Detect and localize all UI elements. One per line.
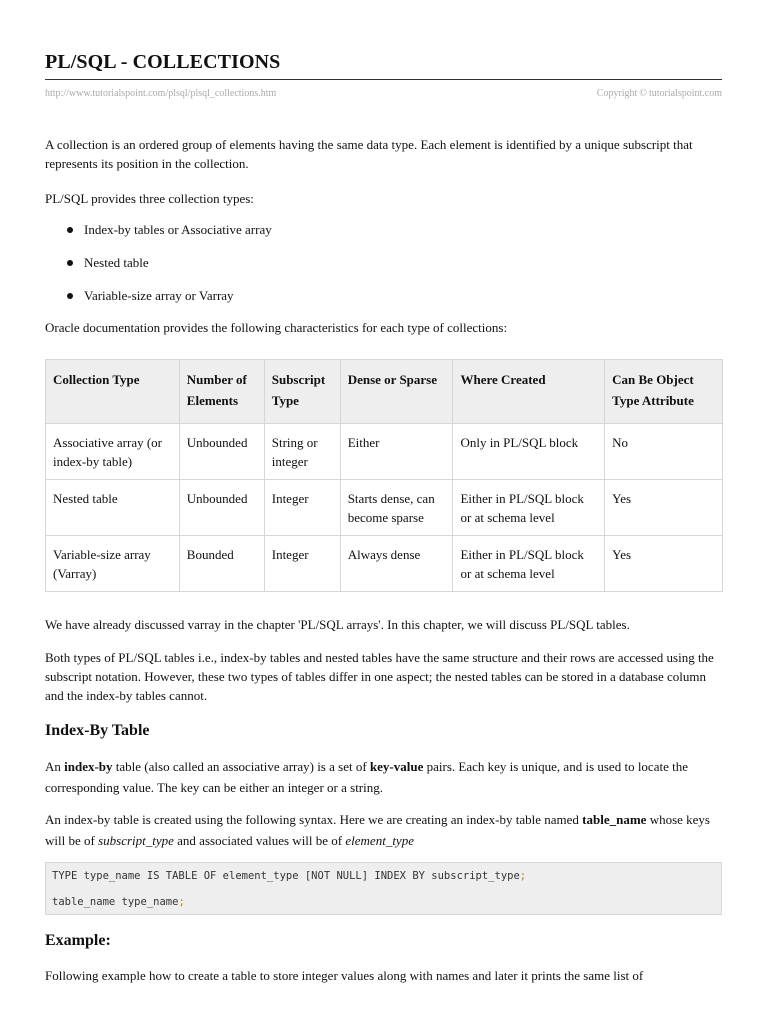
plsql-tables-paragraph: Both types of PL/SQL tables i.e., index-by tables and nested tables have the same structure and their rows are accessed using the subscript notation. However, these two types of tables differ in one aspect; the nested tables can be stored in a database column and the index-by tables cannot. [45, 650, 714, 703]
table-cell: Starts dense, can become sparse [340, 480, 453, 536]
bullet-icon [67, 293, 73, 299]
code-line [52, 869, 715, 883]
index-by-paragraph [45, 756, 722, 798]
text-run: and associated values will be of [173, 833, 346, 848]
table-header-row [46, 360, 723, 424]
table-cell: Integer [264, 536, 340, 592]
table-cell: Bounded [179, 536, 264, 592]
article-body [45, 135, 722, 985]
table-cell: Yes [605, 536, 723, 592]
table-row [46, 536, 723, 592]
types-intro-paragraph: PL/SQL provides three collection types: [45, 191, 254, 206]
column-header: Collection Type [46, 360, 180, 424]
list-item-text: Variable-size array or Varray [84, 288, 234, 303]
table-cell: Either in PL/SQL block or at schema level [453, 536, 605, 592]
bold-term: index-by [64, 759, 113, 774]
bullet-icon [67, 227, 73, 233]
copyright-label: Copyright [596, 88, 638, 99]
example-heading: Example: [45, 932, 111, 949]
table-cell: String or integer [264, 424, 340, 480]
table-cell: Either [340, 424, 453, 480]
table-cell: Associative array (or index-by table) [46, 424, 180, 480]
italic-term: element_type [345, 833, 414, 848]
table-cell: Yes [605, 480, 723, 536]
collection-types-list [45, 220, 722, 319]
table-cell: No [605, 424, 723, 480]
bullet-icon [67, 260, 73, 266]
intro-paragraph: A collection is an ordered group of elements having the same data type. Each element is identified by a unique subscript that represents its position in the collection. [45, 137, 693, 171]
text-run: An index-by table is created using the following syntax. Here we are creating an index-by table named [45, 812, 583, 827]
text-run: An [45, 759, 65, 774]
index-by-heading: Index-By Table [45, 722, 150, 739]
code-text: TYPE type_name IS TABLE OF element_type [NOT NULL] INDEX BY subscript_type [52, 870, 520, 882]
title-divider [45, 79, 722, 80]
list-item-text: Nested table [84, 255, 149, 270]
code-semicolon: ; [178, 896, 185, 908]
bold-term: key-value [369, 759, 424, 774]
column-header: Where Created [453, 360, 605, 424]
table-row [46, 480, 723, 536]
page-title: PL/SQL - COLLECTIONS [45, 51, 281, 73]
source-url: http://www.tutorialspoint.com/plsql/plsql_collections.htm [45, 88, 277, 99]
list-item [45, 220, 722, 253]
italic-term: subscript_type [98, 833, 174, 848]
code-line [52, 895, 715, 909]
code-text: table_name type_name [52, 896, 179, 908]
table-cell: Unbounded [179, 480, 264, 536]
table-cell: Unbounded [179, 424, 264, 480]
copyright-notice [597, 87, 722, 101]
code-blank-line [52, 883, 715, 895]
code-block [45, 862, 722, 915]
list-item-text: Index-by tables or Associative array [84, 222, 272, 237]
text-run: table (also called an associative array) is a set of [112, 759, 370, 774]
bold-term: table_name [582, 812, 647, 827]
varray-paragraph: We have already discussed varray in the chapter 'PL/SQL arrays'. In this chapter, we will discuss PL/SQL tables. [45, 617, 630, 632]
code-semicolon: ; [519, 870, 527, 882]
column-header: Subscript Type [264, 360, 340, 424]
table-row [46, 424, 723, 480]
column-header: Number of Elements [179, 360, 264, 424]
column-header: Dense or Sparse [340, 360, 453, 424]
characteristics-paragraph: Oracle documentation provides the following characteristics for each type of collections: [45, 320, 508, 335]
example-paragraph: Following example how to create a table to store integer values along with names and later it prints the same list of [45, 968, 644, 983]
syntax-paragraph [45, 809, 722, 851]
table-cell: Always dense [340, 536, 453, 592]
table-cell: Either in PL/SQL block or at schema level [453, 480, 605, 536]
collections-table [45, 359, 723, 592]
list-item [45, 286, 722, 319]
text-run: whose keys will be of [45, 812, 710, 848]
table-cell: Variable-size array (Varray) [46, 536, 180, 592]
copyright-symbol: © [639, 88, 647, 99]
table-cell: Nested table [46, 480, 180, 536]
table-cell: Only in PL/SQL block [453, 424, 605, 480]
list-item [45, 253, 722, 286]
table-cell: Integer [264, 480, 340, 536]
column-header: Can Be Object Type Attribute [605, 360, 723, 424]
text-run: pairs. Each key is unique, and is used to locate the corresponding value. The key can be either an integer or a string. [45, 759, 688, 795]
copyright-site: tutorialspoint.com [648, 88, 722, 99]
